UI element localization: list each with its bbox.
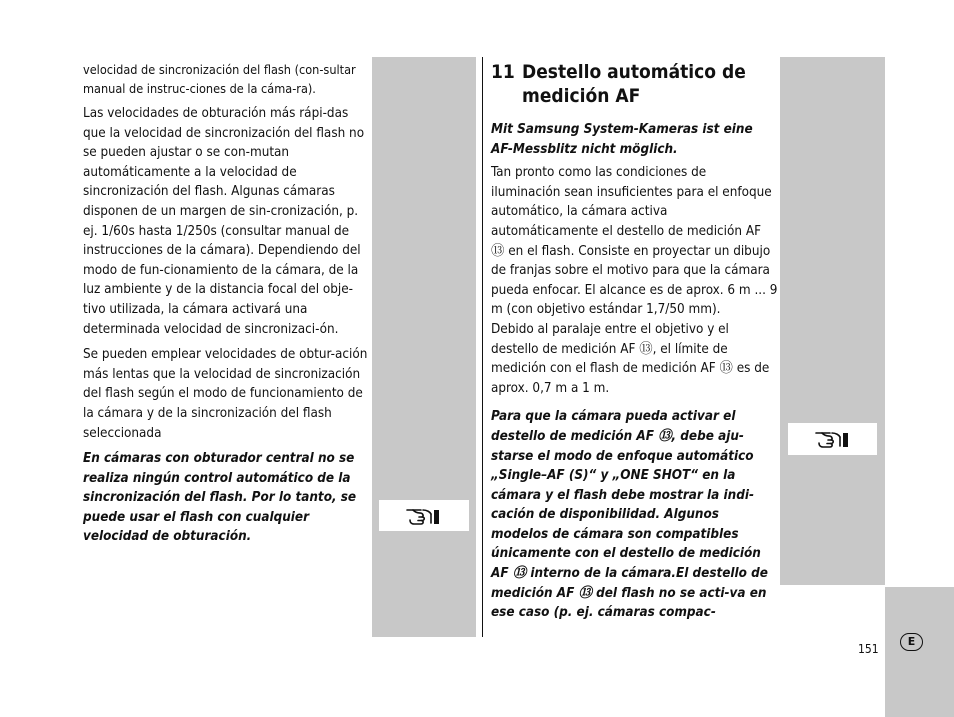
left-column: [83, 60, 369, 547]
right-note-bold: Para que la cámara pueda activar el destello de medición AF ⑬, debe aju-starse el modo de enfoque automático „Single–AF (S)“ y „ONE SHOT“ en la cámara y el flash debe mostrar la indi-cación de disponibilidad. Algunos modelos de cámara son compatibles únicamente con el destello de medición AF ⑬ interno de la cámara.El destello de medición AF ⑬ del flash no se acti-va en ese caso (p. ej. cámaras compac-: [491, 409, 768, 621]
left-paragraph-1: velocidad de sincronización del flash (con-sultar manual de instruc-ciones de la cáma-ra).: [83, 62, 356, 96]
section-heading: [491, 60, 778, 108]
note-marker-right: [788, 423, 877, 455]
pointing-hand-icon: [404, 505, 444, 527]
pointing-hand-icon: [813, 428, 853, 450]
language-badge: E: [900, 633, 923, 651]
column-rule: [482, 57, 483, 637]
left-paragraph-2: Las velocidades de obturación más rápi-das que la velocidad de sincronización del flash no se pueden ajustar o se con-mutan automáticamente a la velocidad de sincronización del flash. Algunas cámaras disponen de un margen de sin-cronización, p. ej. 1/60s hasta 1/250s (consultar manual de instrucciones de la cámara). Dependiendo del modo de fun-cionamiento de la cámara, de la luz ambiente y de la distancia focal del obje-tivo utilizada, la cámara activará una determinada velocidad de sincronizaci-ón.: [83, 106, 365, 337]
right-column: [491, 60, 778, 623]
left-paragraph-3: Se pueden emplear velocidades de obtur-ación más lentas que la velocidad de sincronización del flash según el modo de funcionamiento de la cámara y de la sincronización del flash seleccionada: [83, 347, 368, 441]
note-marker-middle: [379, 500, 469, 531]
left-note-bold: En cámaras con obturador central no se realiza ningún control automático de la sincronización del flash. Por lo tanto, se puede usar el flash con cualquier velocidad de obturación.: [83, 451, 357, 545]
section-number: 11: [491, 61, 515, 83]
section-title: Destello automático de medición AF: [522, 61, 746, 107]
margin-bar-middle: [372, 57, 476, 637]
compatibility-warning: Mit Samsung System-Kameras ist eine AF-Messblitz nicht möglich.: [491, 122, 753, 157]
margin-bar-right: [780, 57, 885, 585]
page-corner-tab: [885, 587, 954, 717]
page-number: 151: [858, 642, 879, 656]
right-paragraph-2: Debido al paralaje entre el objetivo y el destello de medición AF ⑬, el límite de medición con el flash de medición AF ⑬ es de aprox. 0,7 m a 1 m.: [491, 321, 770, 396]
right-paragraph-1: Tan pronto como las condiciones de iluminación sean insuficientes para el enfoque automático, la cámara activa automáticamente el destello de medición AF ⑬ en el flash. Consiste en proyectar un dibujo de franjas sobre el motivo para que la cámara pueda enfocar. El alcance es de aprox. 6 m ... 9 m (con objetivo estándar 1,7/50 mm).: [491, 165, 778, 318]
